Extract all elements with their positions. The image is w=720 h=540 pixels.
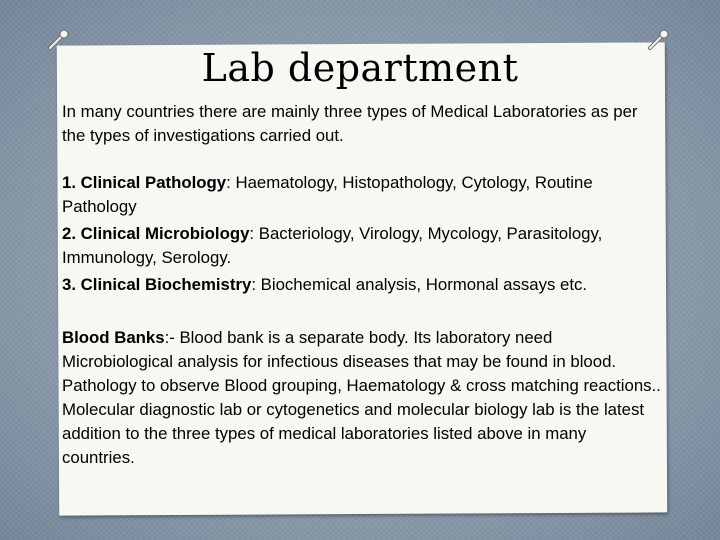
blood-banks-paragraph [62,326,662,470]
item-label: 3. Clinical Biochemistry [62,275,252,294]
blood-banks-text: :- Blood bank is a separate body. Its laboratory need Microbiological analysis for infectious diseases that may be found in blood. Pathology to observe Blood grouping, Haematology & cross matching reactions.. Molecular diagnostic lab or cytogenetics and molecular biology lab is the latest addition to the three types of medical laboratories listed above in many countries. [62,328,661,467]
item-label: 1. Clinical Pathology [62,173,227,192]
item-text: : Biochemical analysis, Hormonal assays etc. [251,275,588,294]
list-item-clinical-pathology [62,171,662,219]
list-item-clinical-microbiology [62,222,662,270]
item-label: 2. Clinical Microbiology [62,224,250,243]
blood-banks-label: Blood Banks [62,328,165,347]
list-item-clinical-biochemistry [62,273,662,297]
item-text: : Bacteriology, Virology, Mycology, Parasitology, Immunology, Serology. [62,224,603,267]
intro-paragraph: In many countries there are mainly three types of Medical Laboratories as per the types of investigations carried out. [62,102,638,145]
item-text: : Haematology, Histopathology, Cytology, Routine Pathology [62,173,593,216]
page-title: Lab department [201,46,519,90]
slide-body [62,100,662,470]
